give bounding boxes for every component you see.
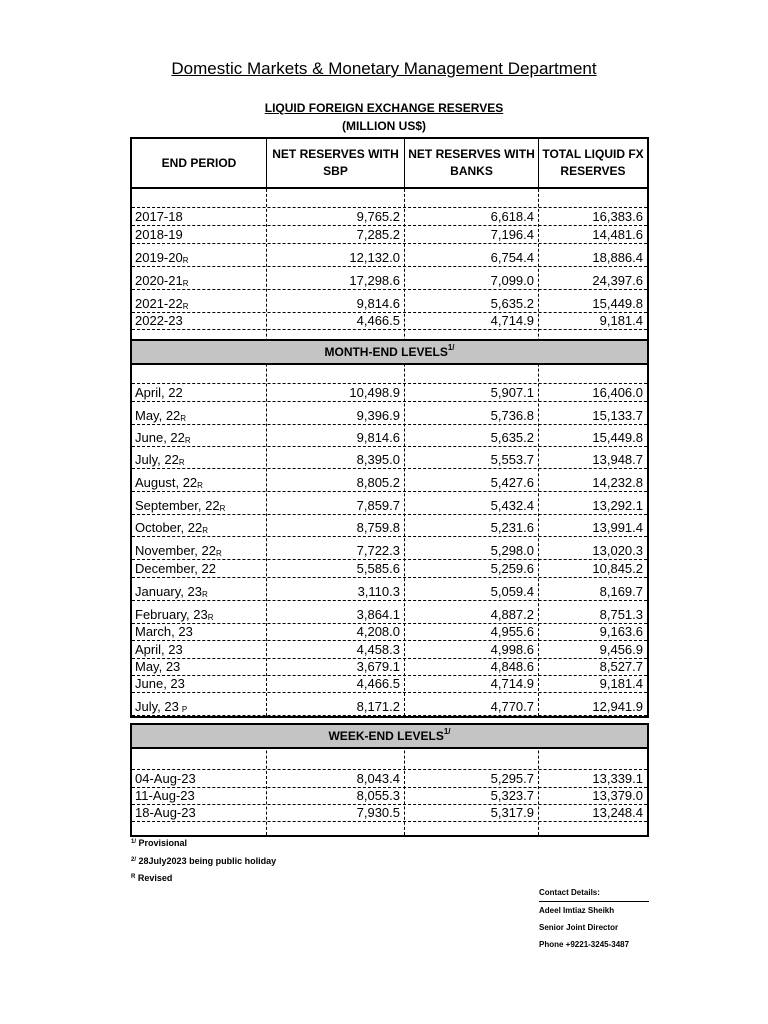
period-cell — [132, 770, 266, 787]
footnote-holiday — [131, 856, 276, 866]
banks-cell: 5,323.7 — [490, 788, 534, 803]
total-cell: 13,991.4 — [592, 520, 643, 535]
banks-cell: 5,432.4 — [490, 498, 534, 513]
table-row — [132, 492, 647, 515]
banks-cell: 5,059.4 — [490, 584, 534, 599]
total-cell: 13,948.7 — [592, 452, 643, 467]
footnote-text: 28July2023 being public holiday — [138, 856, 277, 866]
total-cell: 9,456.9 — [599, 642, 643, 657]
banks-cell: 4,714.9 — [490, 676, 534, 691]
table-row — [132, 425, 647, 447]
period-label: February, 23 — [135, 607, 208, 622]
period-cell — [132, 805, 266, 821]
table-row — [132, 578, 647, 601]
period-label: November, 22 — [135, 543, 216, 558]
footnote-mark: 1/ — [131, 839, 137, 845]
period-cell: July, 22 $^R$ — [135, 452, 185, 467]
sbp-cell: 17,298.6 — [349, 273, 400, 288]
table-row — [132, 805, 647, 822]
total-cell: 16,383.6 — [592, 209, 643, 224]
period-label: September, 22 — [135, 498, 220, 513]
banks-cell: 5,736.8 — [490, 408, 534, 423]
contact-name: Adeel Imtiaz Sheikh — [539, 906, 615, 915]
footnote-mark: 2/ — [131, 857, 137, 863]
total-cell: 15,133.7 — [592, 408, 643, 423]
sbp-cell: 8,055.3 — [356, 788, 400, 803]
banks-cell: 5,295.7 — [490, 771, 534, 786]
period-label: March, 23 — [135, 624, 193, 639]
period-cell — [132, 624, 266, 640]
table-row — [132, 601, 647, 624]
sbp-cell: 7,722.3 — [356, 543, 400, 558]
table-row — [132, 624, 647, 641]
period-cell — [132, 384, 266, 401]
table-row — [132, 469, 647, 492]
sbp-cell: 8,043.4 — [356, 771, 400, 786]
period-cell — [132, 208, 266, 225]
period-label: June, 23 — [135, 676, 185, 691]
table-row — [132, 676, 647, 693]
sbp-cell: 8,759.8 — [356, 520, 400, 535]
week-end-band: WEEK-END LEVELS $^{1/}$ — [132, 725, 647, 749]
table-row — [132, 537, 647, 560]
period-label: July, 23 — [135, 699, 179, 714]
banks-cell: 7,099.0 — [490, 273, 534, 288]
sbp-cell: 3,110.3 — [357, 584, 400, 599]
period-label: May, 23 — [135, 659, 181, 674]
banks-cell: 5,427.6 — [490, 475, 534, 490]
period-label: 04-Aug-23 — [135, 771, 196, 786]
period-cell: 2020-21 $^R$ — [135, 273, 189, 288]
contact-heading: Contact Details: — [539, 884, 649, 902]
total-cell: 15,449.8 — [592, 296, 643, 311]
table-row — [132, 447, 647, 469]
total-cell: 8,751.3 — [599, 607, 643, 622]
sbp-cell: 12,132.0 — [349, 250, 400, 265]
period-label: 2021-22 — [135, 296, 183, 311]
sbp-cell: 7,930.5 — [356, 805, 400, 820]
spacer-row — [132, 189, 647, 208]
period-label: 2020-21 — [135, 273, 183, 288]
sbp-cell: 4,208.0 — [356, 624, 400, 639]
banks-cell: 5,298.0 — [490, 543, 534, 558]
table-row — [132, 788, 647, 805]
sbp-cell: 8,395.0 — [356, 452, 400, 467]
spacer-row — [132, 365, 647, 384]
period-label: 2017-18 — [135, 209, 183, 224]
footnote-revised — [131, 873, 172, 883]
banks-cell: 5,635.2 — [490, 296, 534, 311]
total-cell: 13,379.0 — [592, 788, 643, 803]
banks-cell: 5,635.2 — [490, 430, 534, 445]
monthly-rows — [132, 384, 647, 716]
banks-cell: 5,317.9 — [490, 805, 534, 820]
table-row — [132, 267, 647, 290]
footnote-text: Provisional — [138, 838, 188, 848]
month-end-label: MONTH-END LEVELS — [324, 345, 448, 359]
sbp-cell: 9,814.6 — [356, 296, 400, 311]
col-header-sbp: NET RESERVES WITH SBP — [266, 139, 404, 187]
table-header — [132, 139, 647, 189]
sbp-cell: 10,498.9 — [349, 385, 400, 400]
table-row — [132, 693, 647, 716]
col-header-banks: NET RESERVES WITH BANKS — [404, 139, 538, 187]
total-cell: 15,449.8 — [592, 430, 643, 445]
total-cell: 13,339.1 — [592, 771, 643, 786]
footnote-text: Revised — [137, 873, 173, 883]
spacer-row — [132, 822, 647, 835]
reserves-table — [130, 137, 649, 718]
period-label: April, 22 — [135, 385, 183, 400]
banks-cell: 4,770.7 — [490, 699, 534, 714]
banks-cell: 4,998.6 — [490, 642, 534, 657]
total-cell: 14,481.6 — [592, 227, 643, 242]
table-row — [132, 226, 647, 244]
total-cell: 13,248.4 — [592, 805, 643, 820]
table-row — [132, 560, 647, 578]
table-row — [132, 313, 647, 330]
table-row — [132, 384, 647, 402]
period-cell: 2021-22 $^R$ — [135, 296, 189, 311]
period-cell — [132, 659, 266, 675]
period-cell — [132, 676, 266, 692]
period-label: December, 22 — [135, 561, 216, 576]
period-cell: September, 22 $^R$ — [135, 498, 226, 513]
period-cell: November, 22 $^R$ — [135, 543, 222, 558]
sbp-cell: 9,765.2 — [356, 209, 400, 224]
total-cell: 8,169.7 — [599, 584, 643, 599]
weekly-table — [130, 723, 649, 837]
total-cell: 13,292.1 — [592, 498, 643, 513]
sbp-cell: 7,285.2 — [356, 227, 400, 242]
sbp-cell: 9,814.6 — [356, 430, 400, 445]
col-header-period: END PERIOD — [161, 155, 237, 170]
week-end-label: WEEK-END LEVELS — [328, 729, 444, 743]
contact-phone: Phone +9221-3245-3487 — [539, 940, 630, 949]
period-label: May, 22 — [135, 408, 181, 423]
total-cell: 24,397.6 — [592, 273, 643, 288]
sbp-cell: 8,171.2 — [356, 699, 400, 714]
total-cell: 8,527.7 — [599, 659, 643, 674]
period-cell: June, 22 $^R$ — [135, 430, 191, 445]
banks-cell: 4,714.9 — [490, 313, 534, 328]
total-cell: 14,232.8 — [592, 475, 643, 490]
banks-cell: 6,618.4 — [490, 209, 534, 224]
period-label: January, 23 — [135, 584, 202, 599]
total-cell: 9,181.4 — [599, 676, 643, 691]
total-cell: 13,020.3 — [592, 543, 643, 558]
banks-cell: 5,259.6 — [490, 561, 534, 576]
total-cell: 9,163.6 — [599, 624, 643, 639]
banks-cell: 6,754.4 — [490, 250, 534, 265]
period-label: 2019-20 — [135, 250, 183, 265]
contact-title: Senior Joint Director — [539, 923, 619, 932]
table-row — [132, 290, 647, 313]
total-cell: 10,845.2 — [592, 561, 643, 576]
spacer-row — [132, 749, 647, 770]
table-row — [132, 515, 647, 537]
period-cell — [132, 560, 266, 577]
period-cell: May, 22 $^R$ — [135, 408, 187, 423]
table-row — [132, 641, 647, 659]
sbp-cell: 4,466.5 — [356, 676, 400, 691]
banks-cell: 4,955.6 — [490, 624, 534, 639]
table-row — [132, 402, 647, 425]
period-label: July, 22 — [135, 452, 179, 467]
sbp-cell: 8,805.2 — [356, 475, 400, 490]
period-cell — [132, 226, 266, 243]
units-label: (MILLION US$) — [342, 119, 426, 133]
period-cell — [132, 641, 266, 658]
period-cell — [132, 788, 266, 804]
period-label: 11-Aug-23 — [135, 788, 195, 803]
department-title: Domestic Markets & Monetary Management Department — [171, 59, 597, 78]
total-cell: 16,406.0 — [592, 385, 643, 400]
banks-cell: 7,196.4 — [490, 227, 534, 242]
sbp-cell: 7,859.7 — [356, 498, 400, 513]
period-label: April, 23 — [135, 642, 183, 657]
contact-details — [539, 884, 649, 953]
banks-cell: 4,848.6 — [490, 659, 534, 674]
period-cell: February, 23 $^R$ — [135, 607, 214, 622]
month-end-band: MONTH-END LEVELS $^{1/}$ — [132, 339, 647, 365]
table-row — [132, 208, 647, 226]
weekly-rows — [132, 770, 647, 822]
footnote-provisional — [131, 838, 187, 848]
spacer-row — [132, 330, 647, 339]
period-cell — [132, 313, 266, 329]
sbp-cell: 5,585.6 — [356, 561, 400, 576]
banks-cell: 5,553.7 — [490, 452, 534, 467]
annual-rows — [132, 208, 647, 330]
period-cell: August, 22 $^R$ — [135, 475, 203, 490]
sbp-cell: 9,396.9 — [356, 408, 400, 423]
sbp-cell: 3,864.1 — [356, 607, 400, 622]
report-title: LIQUID FOREIGN EXCHANGE RESERVES — [264, 101, 504, 115]
table-row — [132, 770, 647, 788]
col-header-total: TOTAL LIQUID FX RESERVES — [538, 139, 647, 187]
banks-cell: 5,231.6 — [490, 520, 534, 535]
period-label: 18-Aug-23 — [135, 805, 196, 820]
footnote-mark: R — [131, 874, 136, 880]
sbp-cell: 4,466.5 — [356, 313, 400, 328]
total-cell: 18,886.4 — [592, 250, 643, 265]
total-cell: 12,941.9 — [592, 699, 643, 714]
period-label: 2022-23 — [135, 313, 183, 328]
table-row — [132, 659, 647, 676]
period-label: August, 22 — [135, 475, 198, 490]
period-cell: 2019-20 $^R$ — [135, 250, 189, 265]
period-cell: July, 23 $^P$ — [135, 699, 188, 714]
period-cell: October, 22 $^R$ — [135, 520, 208, 535]
period-cell: January, 23 $^R$ — [135, 584, 208, 599]
banks-cell: 5,907.1 — [490, 385, 534, 400]
period-label: October, 22 — [135, 520, 203, 535]
sbp-cell: 4,458.3 — [356, 642, 400, 657]
sbp-cell: 3,679.1 — [356, 659, 400, 674]
total-cell: 9,181.4 — [599, 313, 643, 328]
period-label: June, 22 — [135, 430, 185, 445]
banks-cell: 4,887.2 — [490, 607, 534, 622]
period-label: 2018-19 — [135, 227, 183, 242]
table-row — [132, 244, 647, 267]
